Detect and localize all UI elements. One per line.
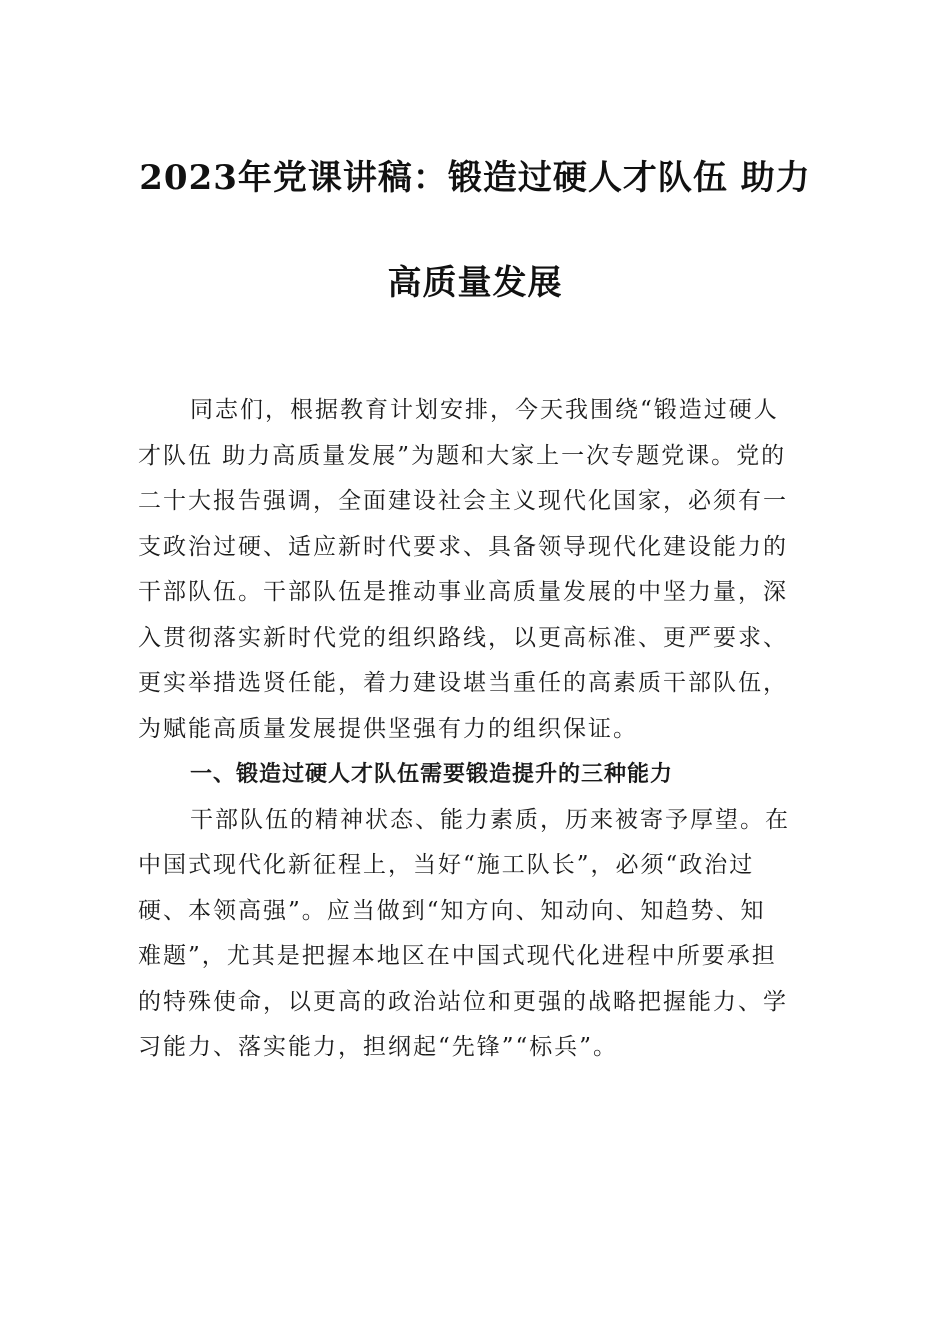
paragraph-line: 的特殊使命，以更高的政治站位和更强的战略把握能力、学 (138, 988, 788, 1015)
paragraph-line: 干部队伍。干部队伍是推动事业高质量发展的中坚力量，深 (138, 579, 788, 605)
paragraph-line: 中国式现代化新征程上，当好“施工队长”，必须“政治过 (138, 852, 755, 878)
paragraph-line: 干部队伍的精神状态、能力素质，历来被寄予厚望。在 (190, 806, 790, 833)
paragraph-line: 才队伍 助力高质量发展”为题和大家上一次专题党课。党的 (138, 442, 787, 469)
paragraph-section-1 (138, 798, 818, 1071)
document-body (138, 388, 818, 1071)
document-title-line-2: 高质量发展 (387, 263, 563, 303)
document-title-line-1: 2023年党课讲稿：锻造过硬人才队伍 助力 (139, 158, 811, 198)
paragraph-line: 同志们，根据教育计划安排，今天我围绕“锻造过硬人 (190, 397, 779, 423)
paragraph-line: 习能力、落实能力，担纲起“先锋”“标兵”。 (138, 1034, 619, 1060)
paragraph-line: 二十大报告强调，全面建设社会主义现代化国家，必须有一 (138, 488, 788, 514)
paragraph-line: 更实举措选贤任能，着力建设堪当重任的高素质干部队伍， (138, 670, 788, 696)
paragraph-line: 支政治过硬、适应新时代要求、具备领导现代化建设能力的 (138, 533, 788, 560)
section-heading: 一、锻造过硬人才队伍需要锻造提升的三种能力 (190, 762, 674, 787)
paragraph-line: 入贯彻落实新时代党的组织路线，以更高标准、更严要求、 (138, 624, 788, 651)
paragraph-line: 难题”，尤其是把握本地区在中国式现代化进程中所要承担 (138, 943, 777, 969)
paragraph-intro (138, 388, 818, 752)
paragraph-line: 为赋能高质量发展提供坚强有力的组织保证。 (138, 715, 638, 742)
paragraph-line: 硬、本领高强”。应当做到“知方向、知动向、知趋势、知 (138, 897, 766, 924)
